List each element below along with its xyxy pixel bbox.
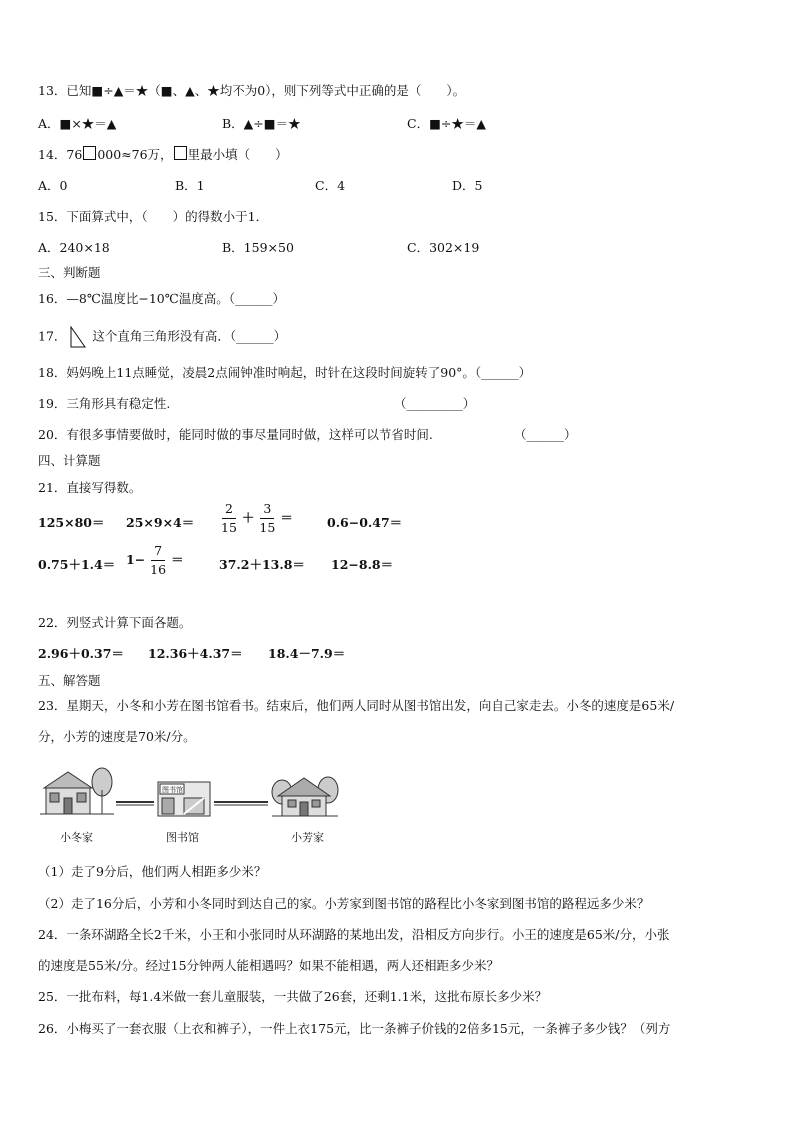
route-illustration bbox=[38, 760, 368, 826]
q20-text: 20．有很多事情要做时，能同时做的事尽量同时做，这样可以节省时间. bbox=[38, 427, 433, 442]
q14-stem-mid: 000≈76万， bbox=[97, 147, 173, 162]
q21-expr-7: 37.2＋13.8＝ bbox=[219, 557, 305, 572]
q21-expr-2: 25×9×4＝ bbox=[126, 515, 195, 530]
q20-blank: （______） bbox=[514, 427, 577, 442]
house-icon bbox=[40, 768, 114, 814]
q14-stem-pre: 14．76 bbox=[38, 147, 83, 162]
q24-line-2: 的速度是55米/分。经过15分钟两人能相遇吗？如果不能相遇，两人还相距多少米？ bbox=[38, 958, 500, 973]
q14-option-d: D．5 bbox=[452, 178, 483, 193]
fraction: $\frac{2}{15}$ bbox=[221, 501, 237, 535]
section-heading-word-problems: 五、解答题 bbox=[38, 673, 101, 688]
q15-option-c: C．302×19 bbox=[407, 240, 480, 255]
q16: 16．—8℃温度比−10℃温度高。（______） bbox=[38, 291, 285, 306]
q14-option-b: B．1 bbox=[175, 178, 205, 193]
label-xiaodong-home: 小冬家 bbox=[60, 831, 93, 844]
q21-expr-5: 0.75＋1.4＝ bbox=[38, 557, 116, 572]
q13-option-a: A．■×★＝▲ bbox=[38, 116, 117, 131]
q21-expr-3: $\frac{2}{15}$ ＋ $\frac{3}{15}$ ＝ bbox=[216, 502, 293, 535]
q14-stem-post: 里最小填（ ） bbox=[187, 147, 288, 162]
q22-stem: 22．列竖式计算下面各题。 bbox=[38, 615, 192, 630]
q21-expr-8: 12−8.8＝ bbox=[331, 557, 394, 572]
q15-option-b: B．159×50 bbox=[222, 240, 294, 255]
q23-sub-1: （1）走了9分后，他们两人相距多少米？ bbox=[38, 864, 267, 879]
library-sign: 图书馆 bbox=[162, 786, 183, 794]
q23-line-2: 分，小芳的速度是70米/分。 bbox=[38, 729, 196, 744]
fraction: $\frac{7}{16}$ bbox=[150, 543, 167, 577]
q23-sub-2: （2）走了16分后，小芳和小冬同时到达自己的家。小芳家到图书馆的路程比小冬家到图书馆的路程远多少米？ bbox=[38, 896, 650, 911]
q26: 26．小梅买了一套衣服（上衣和裤子），一件上衣175元，比一条裤子价钱的2倍多15元，一条裤子多少钱？（列方 bbox=[38, 1021, 671, 1036]
q22-expr-1: 2.96＋0.37＝ bbox=[38, 646, 124, 661]
q18: 18．妈妈晚上11点睡觉，凌晨2点闹钟准时响起，时针在这段时间旋转了90°。（______） bbox=[38, 365, 532, 380]
section-heading-judgement: 三、判断题 bbox=[38, 265, 101, 280]
q13-stem: 13．已知■÷▲＝★（■、▲、★均不为0），则下列等式中正确的是（ ）。 bbox=[38, 83, 466, 98]
label-library: 图书馆 bbox=[166, 831, 199, 844]
house-icon bbox=[272, 777, 338, 816]
right-triangle-icon bbox=[70, 326, 86, 348]
q20 bbox=[38, 426, 577, 444]
q17-number: 17． bbox=[38, 328, 67, 344]
q13-option-c: C．■÷★＝▲ bbox=[407, 116, 486, 131]
q13-option-b: B．▲÷■＝★ bbox=[222, 116, 301, 131]
q15-option-a: A．240×18 bbox=[38, 240, 110, 255]
fraction: $\frac{3}{15}$ bbox=[259, 501, 276, 535]
q19 bbox=[38, 395, 476, 413]
q14-option-c: C．4 bbox=[315, 178, 346, 193]
q15-stem: 15．下面算式中，（ ）的得数小于1． bbox=[38, 209, 269, 224]
blank-box-icon bbox=[83, 146, 96, 160]
q14-stem bbox=[38, 146, 288, 164]
q22-expr-2: 12.36＋4.37＝ bbox=[148, 646, 243, 661]
q21-expr-4: 0.6−0.47＝ bbox=[327, 515, 403, 530]
q21-stem: 21．直接写得数。 bbox=[38, 480, 142, 495]
q14-option-a: A．0 bbox=[38, 178, 68, 193]
q19-text: 19．三角形具有稳定性. bbox=[38, 396, 171, 411]
q17 bbox=[38, 326, 286, 348]
blank-box-icon bbox=[174, 146, 187, 160]
q21-expr-1: 125×80＝ bbox=[38, 515, 105, 530]
q25: 25．一批布料，每1.4米做一套儿童服装，一共做了26套，还剩1.1米，这批布原长多少米？ bbox=[38, 989, 548, 1004]
q19-blank: （_________） bbox=[394, 396, 476, 411]
section-heading-calculation: 四、计算题 bbox=[38, 453, 101, 468]
q23-line-1: 23．星期天，小冬和小芳在图书馆看书。结束后，他们两人同时从图书馆出发，向自己家走去。小冬的速度是65米/ bbox=[38, 698, 675, 713]
q17-text: 这个直角三角形没有高．（______） bbox=[92, 328, 287, 344]
q24-line-1: 24．一条环湖路全长2千米，小王和小张同时从环湖路的某地出发，沿相反方向步行。小王的速度是65米/分，小张 bbox=[38, 927, 670, 942]
q21-expr-6: 1− $\frac{7}{16}$ ＝ bbox=[126, 543, 184, 577]
q22-expr-3: 18.4－7.9＝ bbox=[268, 646, 346, 661]
label-xiaofang-home: 小芳家 bbox=[291, 831, 324, 844]
